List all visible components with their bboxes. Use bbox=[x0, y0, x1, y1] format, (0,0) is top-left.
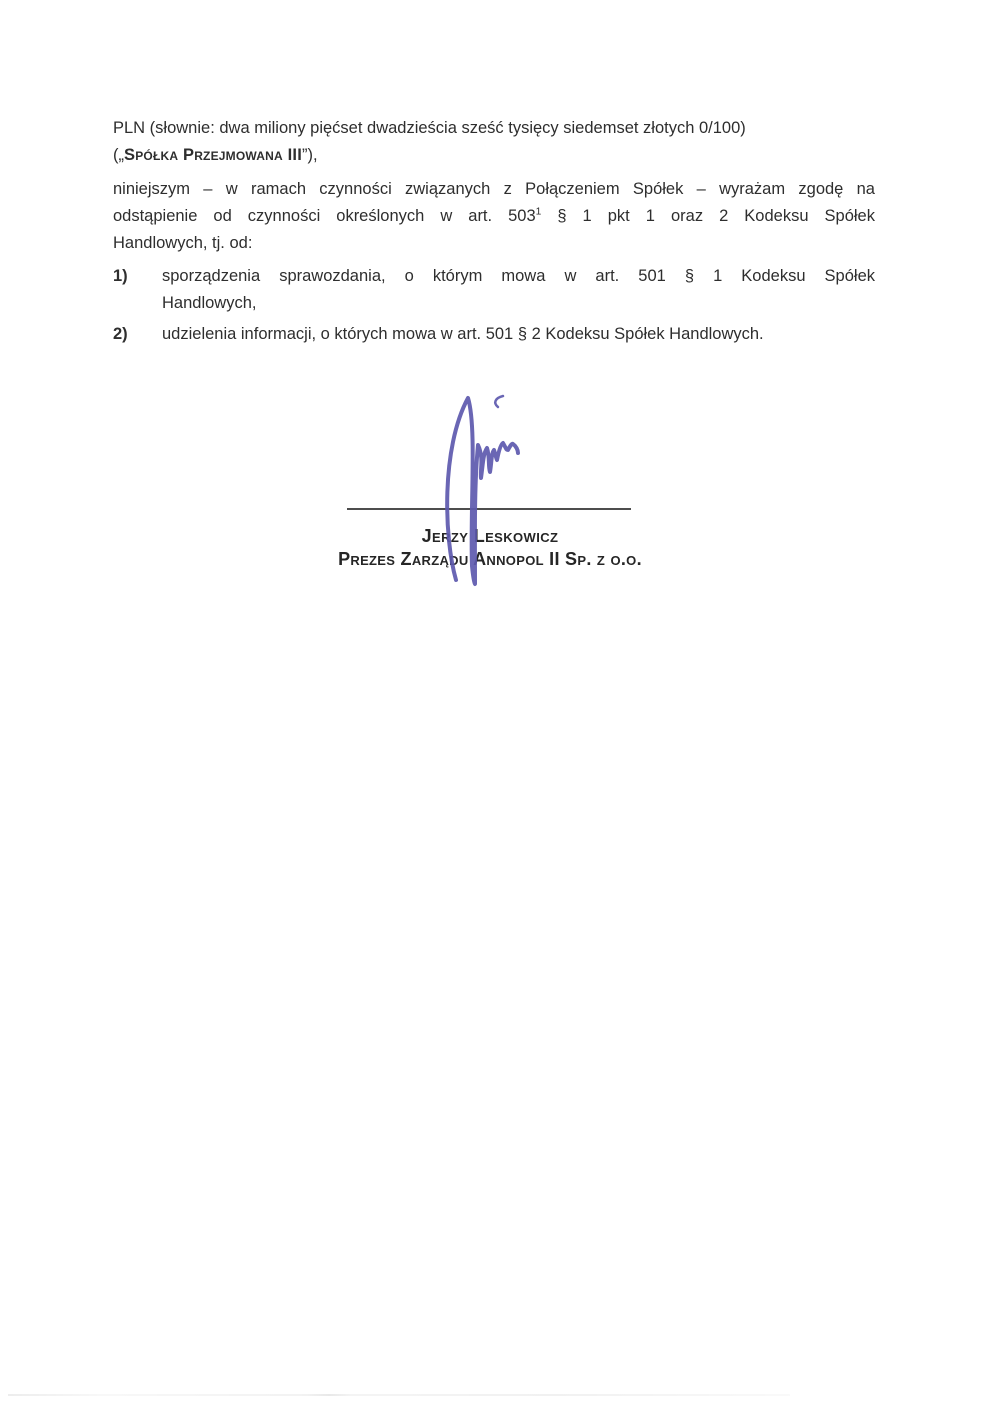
consent-line-1: niniejszym – w ramach czynności związanych z Połączeniem Spółek – wyrażam zgodę na bbox=[113, 180, 875, 198]
list-item-1-line-1: sporządzenia sprawozdania, o którym mowa w art. 501 § 1 Kodeksu Spółek bbox=[162, 267, 875, 285]
handwritten-signature bbox=[430, 388, 550, 598]
company-close-quote: ”), bbox=[302, 146, 318, 164]
consent-line-2 bbox=[113, 203, 875, 230]
list-item-2-line-1: udzielenia informacji, o których mowa w art. 501 § 2 Kodeksu Spółek Handlowych. bbox=[162, 325, 764, 343]
company-line bbox=[113, 142, 875, 169]
list-item-1-line-2: Handlowych, bbox=[162, 294, 257, 312]
signatory-name: Jerzy Leskowicz bbox=[421, 526, 559, 546]
document-body bbox=[113, 115, 875, 352]
list-item-1-number: 1) bbox=[113, 267, 128, 285]
consent-line-2-text: odstąpienie od czynności określonych w art. 503 bbox=[113, 207, 536, 225]
list-item-1 bbox=[113, 263, 875, 317]
list-item-1-body bbox=[162, 263, 875, 317]
signatory-title: Prezes Zarządu Annopol II Sp. z o.o. bbox=[338, 549, 642, 569]
article-superscript: 1 bbox=[535, 206, 542, 218]
list-item-2-body bbox=[162, 321, 875, 348]
consent-paragraph bbox=[113, 176, 875, 257]
company-open-quote: („ bbox=[113, 146, 124, 164]
amount-paragraph bbox=[113, 115, 875, 169]
signature-stroke-tick bbox=[495, 396, 503, 407]
list-item-2-number: 2) bbox=[113, 325, 128, 343]
consent-line-3: Handlowych, tj. od: bbox=[113, 234, 253, 252]
list-item-2 bbox=[113, 321, 875, 348]
signature-stroke-main bbox=[447, 398, 518, 584]
company-name: Spółka Przejmowana III bbox=[124, 146, 302, 164]
consent-line-2-tail: § 1 pkt 1 oraz 2 Kodeksu Spółek bbox=[541, 207, 875, 225]
scan-artifact-line bbox=[8, 1394, 790, 1396]
amount-line: PLN (słownie: dwa miliony pięćset dwadzieścia sześć tysięcy siedemset złotych 0/100) bbox=[113, 119, 746, 137]
signature-line bbox=[347, 508, 631, 510]
